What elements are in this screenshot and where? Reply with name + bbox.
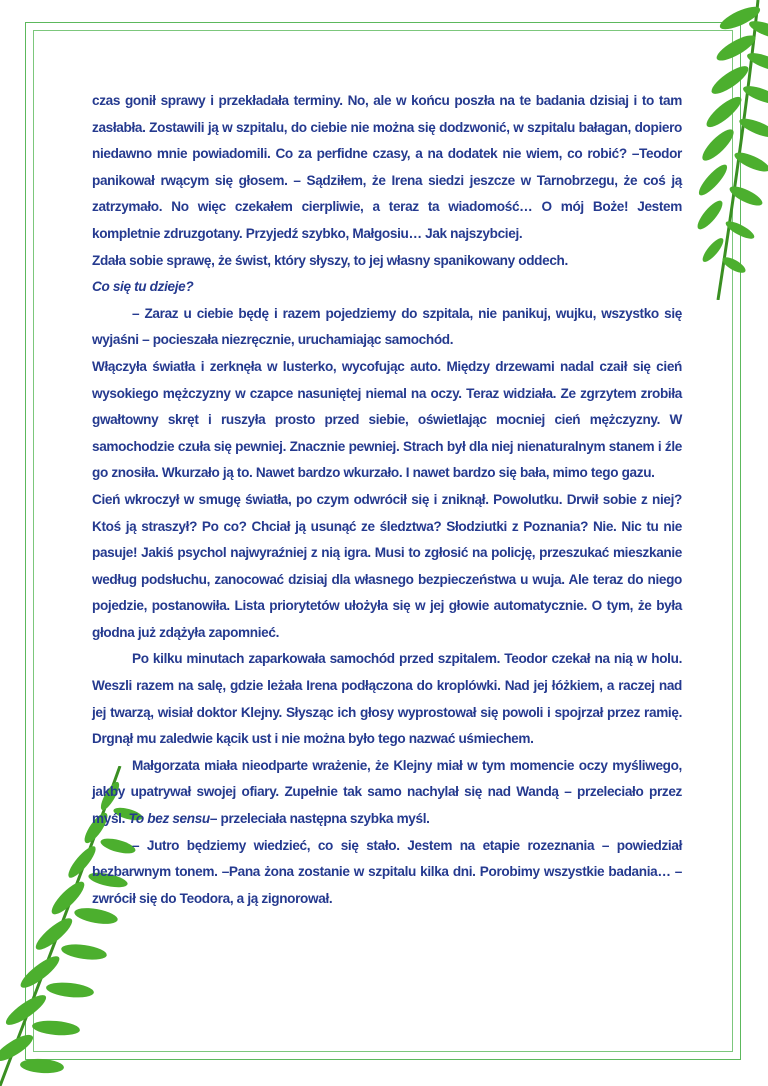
- paragraph: Po kilku minutach zaparkowała samochód przed szpitalem. Teodor czekał na nią w holu. Weszli razem na salę, gdzie leżała Irena podłączona do kroplówki. Nad jej łóżkiem, a raczej nad jej twarzą, wisiał doktor Klejny. Słysząc ich głosy wyprostował się powoli i spojrzał przez ramię. Drgnął mu zaledwie kącik ust i nie można było tego nazwać uśmiechem.: [92, 651, 682, 747]
- page-text: [92, 88, 682, 912]
- paragraph: czas gonił sprawy i przekładała terminy. No, ale w końcu poszła na te badania dzisiaj i to tam zasłabła. Zostawili ją w szpitalu, do ciebie nie można się dodzwonić, w szpitalu bałagan, dopiero niedawno mnie powiadomili. Co za perfidne czasy, a na dodatek nie wiem, co robić? –Teodor panikował rwącym się głosem. – Sądziłem, że Irena siedzi jeszcze w Tarnobrzegu, że coś ją zatrzymało. No więc czekałem cierpliwie, a teraz ta wiadomość… O mój Boże! Jestem kompletnie zdruzgotany. Przyjedź szybko, Małgosiu… Jak najszybciej.: [92, 93, 682, 241]
- paragraph: Cień wkroczył w smugę światła, po czym odwrócił się i zniknął. Powolutku. Drwił sobie z niej? Ktoś ją straszył? Po co? Chciał ją usunąć ze śledztwa? Słodziutki z Poznania? Nie. Nic tu nie pasuje! Jakiś psychol najwyraźniej z nią igra. Musi to zgłosić na policję, przeszukać mieszkanie według podsłuchu, zanocować dzisiaj dla własnego bezpieczeństwa u wuja. Ale teraz do niego pojedzie, postanowiła. Lista priorytetów ułożyła się w jej głowie automatycznie. O tym, że była głodna już zdążyła zapomnieć.: [92, 491, 682, 640]
- paragraph: Włączyła światła i zerknęła w lusterko, wycofując auto. Między drzewami nadal czaił się cień wysokiego mężczyzny w czapce nasuniętej niemal na oczy. Teraz widziała. Ze zgrzytem zrobiła gwałtowny skręt i ruszyła prosto przed siebie, oświetlając mocniej cień mężczyzny. W samochodzie czuła się pewniej. Znacznie pewniej. Strach był dla niej nienaturalnym stanem i źle go znosiła. Wkurzało ją to. Nawet bardzo wkurzało. I nawet bardzo się bała, mimo tego gazu.: [92, 358, 682, 481]
- paragraph: Zdała sobie sprawę, że świst, który słyszy, to jej własny spanikowany oddech.: [92, 252, 568, 268]
- italic-thought: To bez sensu: [128, 811, 210, 827]
- italic-thought: Co się tu dzieje?: [92, 279, 194, 295]
- paragraph: [92, 753, 682, 833]
- paragraph-text: Małgorzata miała nieodparte wrażenie, że Klejny miał w tym momencie oczy myśliwego, jakby upatrywał swojej ofiary. Zupełnie tak samo nachylał się nad Wandą – przeleciało przez myśl.: [92, 757, 682, 827]
- paragraph: [92, 274, 682, 301]
- paragraph: – Zaraz u ciebie będę i razem pojedziemy do szpitala, nie panikuj, wujku, wszystko się wyjaśni – pocieszała niezręcznie, uruchamiając samochód.: [92, 305, 682, 348]
- paragraph: – Jutro będziemy wiedzieć, co się stało. Jestem na etapie rozeznania – powiedział bezbarwnym tonem. –Pana żona zostanie w szpitalu kilka dni. Porobimy wszystkie badania… – zwrócił się do Teodora, a ją zignorował.: [92, 837, 682, 906]
- paragraph-text: – przeleciała następna szybka myśl.: [209, 811, 430, 827]
